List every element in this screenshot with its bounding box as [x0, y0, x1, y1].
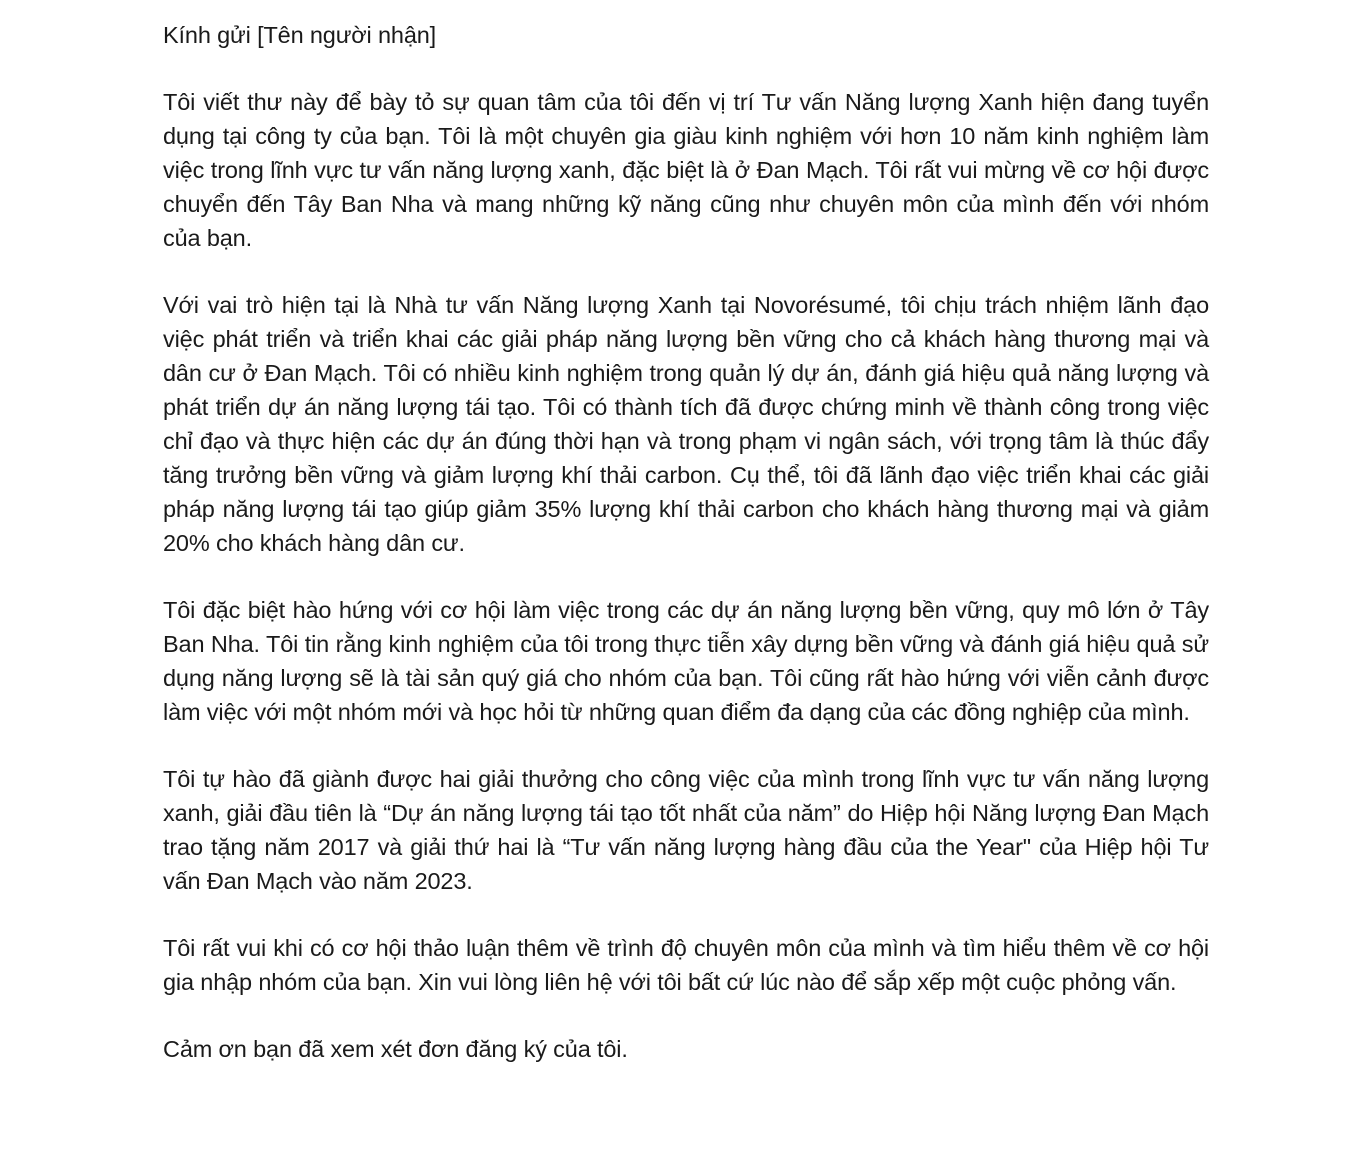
cover-letter [163, 18, 1209, 1066]
salutation: Kính gửi [Tên người nhận] [163, 22, 437, 48]
paragraph-current-role: Với vai trò hiện tại là Nhà tư vấn Năng lượng Xanh tại Novorésumé, tôi chịu trách nhiệm lãnh đạo việc phát triển và triển khai các giải pháp năng lượng bền vững cho cả khách hàng thương mại và dân cư ở Đan Mạch. Tôi có nhiều kinh nghiệm trong quản lý dự án, đánh giá hiệu quả năng lượng và phát triển dự án năng lượng tái tạo. Tôi có thành tích đã được chứng minh về thành công trong việc chỉ đạo và thực hiện các dự án đúng thời hạn và trong phạm vi ngân sách, với trọng tâm là thúc đẩy tăng trưởng bền vững và giảm lượng khí thải carbon. Cụ thể, tôi đã lãnh đạo việc triển khai các giải pháp năng lượng tái tạo giúp giảm 35% lượng khí thải carbon cho khách hàng thương mại và giảm 20% cho khách hàng dân cư. [163, 292, 1209, 556]
closing: Cảm ơn bạn đã xem xét đơn đăng ký của tôi. [163, 1036, 628, 1062]
paragraph-awards: Tôi tự hào đã giành được hai giải thưởng cho công việc của mình trong lĩnh vực tư vấn năng lượng xanh, giải đầu tiên là “Dự án năng lượng tái tạo tốt nhất của năm” do Hiệp hội Năng lượng Đan Mạch trao tặng năm 2017 và giải thứ hai là “Tư vấn năng lượng hàng đầu của the Year" của Hiệp hội Tư vấn Đan Mạch vào năm 2023. [163, 766, 1209, 894]
paragraph-call-to-action: Tôi rất vui khi có cơ hội thảo luận thêm về trình độ chuyên môn của mình và tìm hiểu thêm về cơ hội gia nhập nhóm của bạn. Xin vui lòng liên hệ với tôi bất cứ lúc nào để sắp xếp một cuộc phỏng vấn. [163, 935, 1209, 995]
paragraph-motivation: Tôi đặc biệt hào hứng với cơ hội làm việc trong các dự án năng lượng bền vững, quy mô lớn ở Tây Ban Nha. Tôi tin rằng kinh nghiệm của tôi trong thực tiễn xây dựng bền vững và đánh giá hiệu quả sử dụng năng lượng sẽ là tài sản quý giá cho nhóm của bạn. Tôi cũng rất hào hứng với viễn cảnh được làm việc với một nhóm mới và học hỏi từ những quan điểm đa dạng của các đồng nghiệp của mình. [163, 597, 1209, 725]
paragraph-interest: Tôi viết thư này để bày tỏ sự quan tâm của tôi đến vị trí Tư vấn Năng lượng Xanh hiện đang tuyển dụng tại công ty của bạn. Tôi là một chuyên gia giàu kinh nghiệm với hơn 10 năm kinh nghiệm làm việc trong lĩnh vực tư vấn năng lượng xanh, đặc biệt là ở Đan Mạch. Tôi rất vui mừng về cơ hội được chuyển đến Tây Ban Nha và mang những kỹ năng cũng như chuyên môn của mình đến với nhóm của bạn. [163, 89, 1209, 251]
